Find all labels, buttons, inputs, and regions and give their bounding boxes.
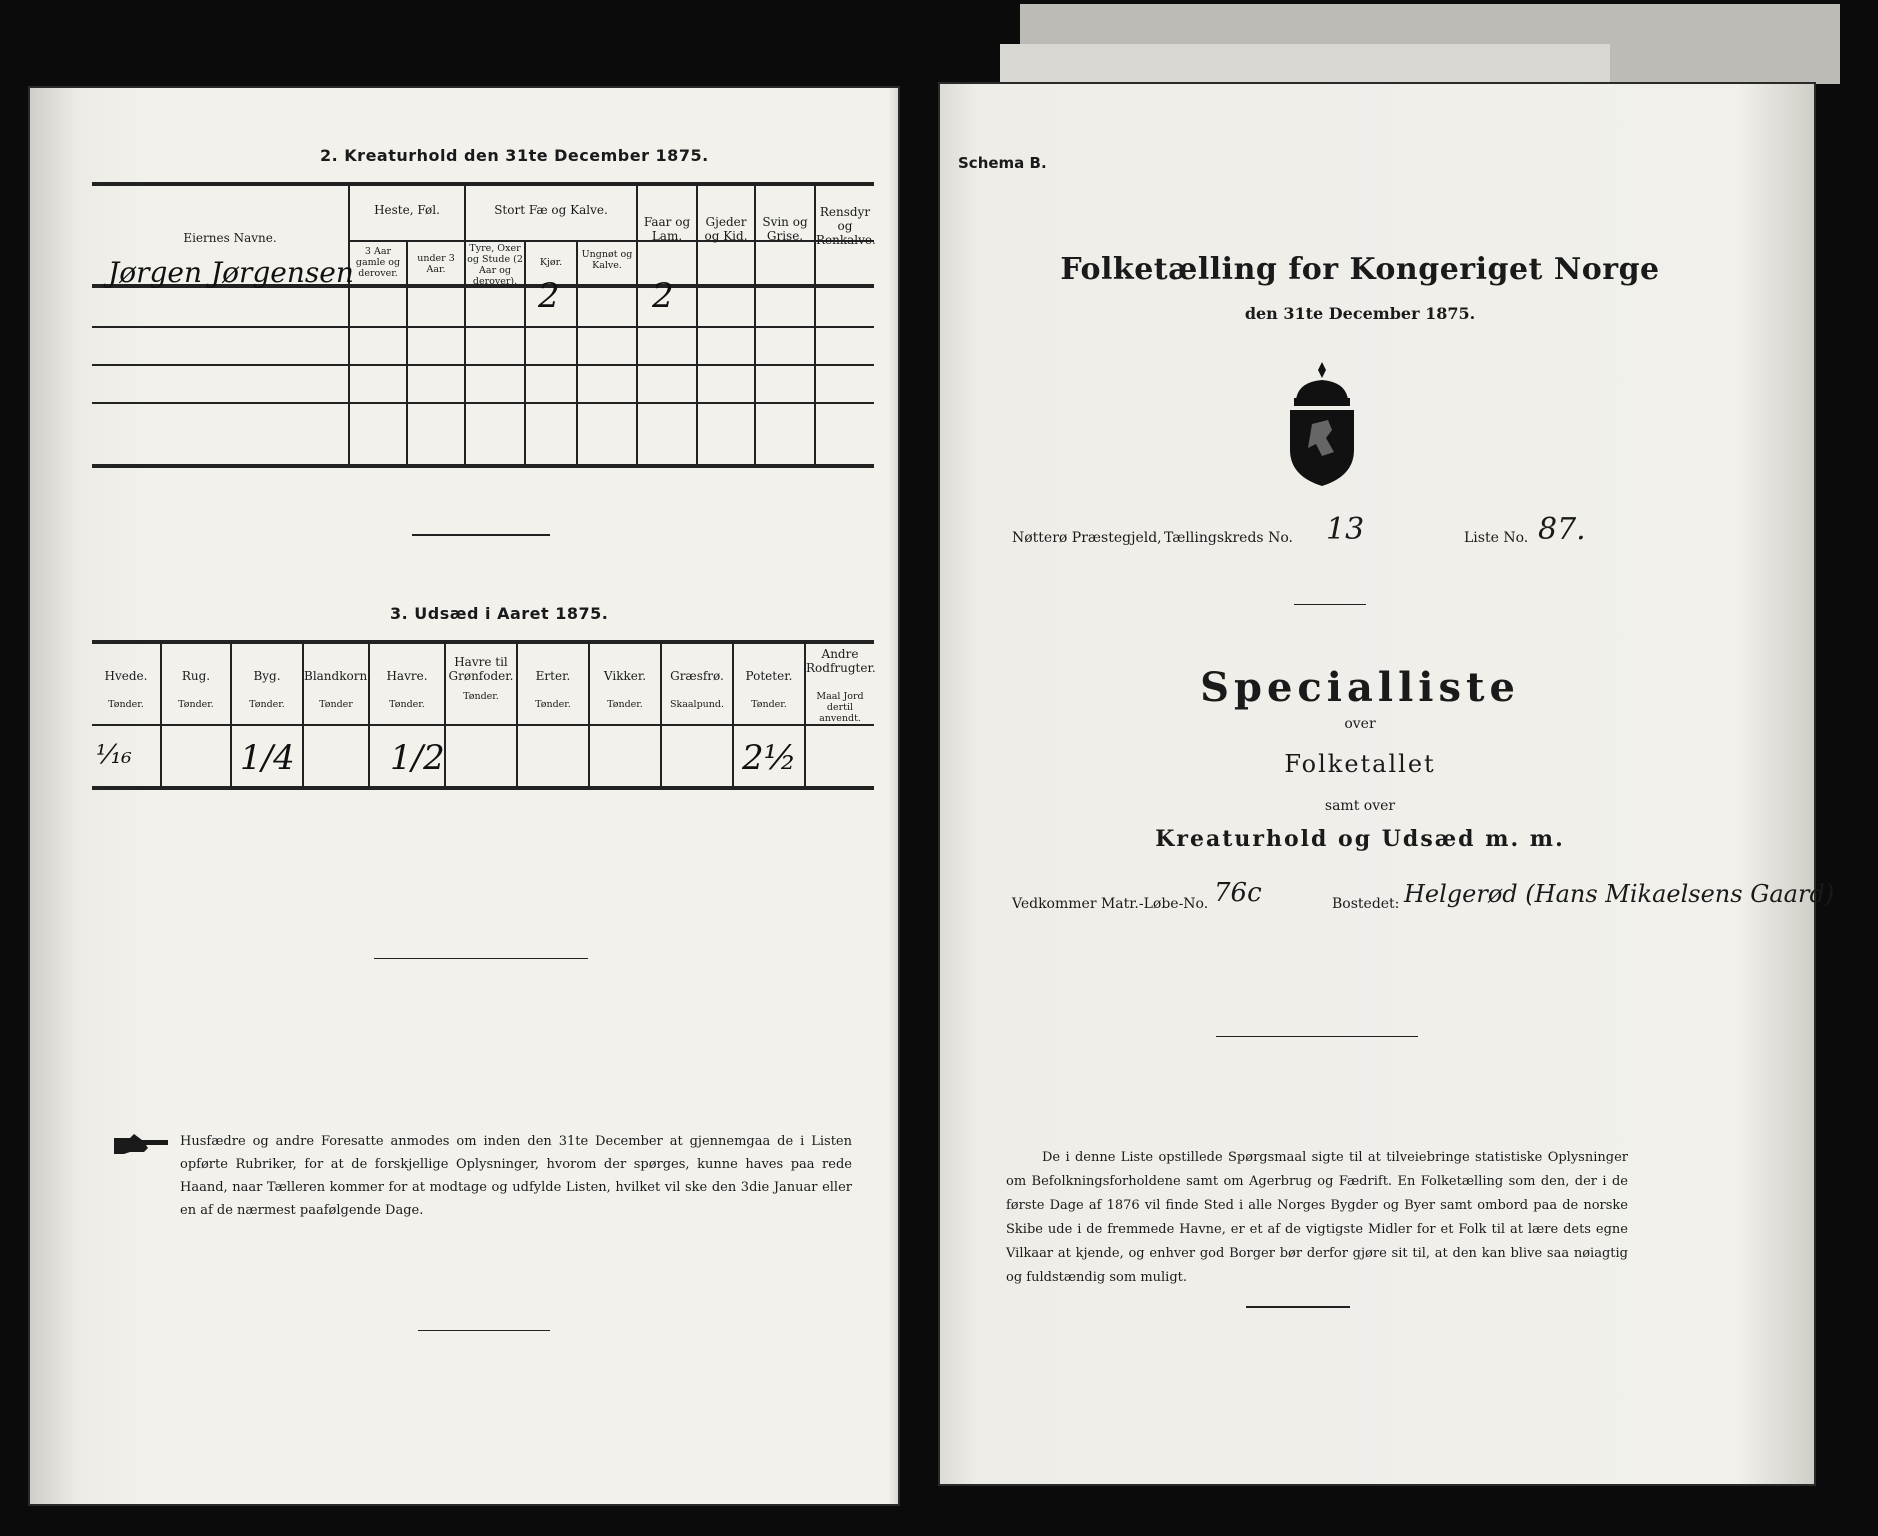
prestegjeld-label: Nøtterø Præstegjeld, bbox=[1012, 530, 1162, 546]
col-erter-unit: Tønder. bbox=[535, 699, 571, 710]
page-date: den 31te December 1875. bbox=[1244, 304, 1476, 323]
byg-value: 1/4 bbox=[240, 738, 295, 778]
instructions-notice: Husfædre og andre Foresatte anmodes om inden den 31te December at gjennemgaa de i Listen opførte Rubriker, for at de forskjellige Oplysninger, hvorom der spørges, kunne haves paa rede Haand, naar Tælleren kommer for at modtage og udfylde Listen, hvilket vil ske den 3die Januar eller en af de nærmest paafølgende Dage. bbox=[180, 1134, 852, 1218]
kjor-value: 2 bbox=[538, 276, 560, 316]
matr-label: Vedkommer Matr.-Løbe-No. bbox=[1012, 896, 1209, 912]
col-hvede-unit: Tønder. bbox=[108, 699, 144, 710]
bosted-label: Bostedet: bbox=[1332, 896, 1400, 912]
poteter-value: 2½ bbox=[742, 738, 797, 778]
col-rensdyr-header: Rensdyr og Renkalve. bbox=[816, 205, 876, 247]
section3-title: 3. Udsæd i Aaret 1875. bbox=[390, 604, 609, 623]
col-heste-sub1: 3 Aar gamle og derover. bbox=[355, 246, 401, 279]
col-blandkorn-unit: Tønder bbox=[319, 699, 353, 710]
col-rug-unit: Tønder. bbox=[178, 699, 214, 710]
col-gjeder-header: Gjeder og Kid. bbox=[704, 215, 748, 243]
col-heste-header: Heste, Føl. bbox=[374, 203, 440, 217]
separator bbox=[412, 534, 550, 536]
schema-label: Schema B. bbox=[958, 154, 1047, 172]
havre-value: 1/2 bbox=[390, 738, 445, 778]
folketallet-heading: Folketallet bbox=[1284, 750, 1436, 778]
col-andre-rodfrugter: Andre Rodfrugter. bbox=[806, 647, 876, 675]
norwegian-coat-of-arms-icon bbox=[1282, 360, 1362, 488]
liste-label: Liste No. bbox=[1464, 530, 1529, 546]
col-havre-gronfoder: Havre til Grønfoder. bbox=[448, 655, 514, 683]
separator bbox=[374, 958, 588, 959]
col-poteter-unit: Tønder. bbox=[751, 699, 787, 710]
col-byg-unit: Tønder. bbox=[249, 699, 285, 710]
background-sheet-edge bbox=[1000, 44, 1610, 84]
col-erter: Erter. bbox=[535, 669, 571, 683]
col-hvede: Hvede. bbox=[104, 669, 148, 683]
separator bbox=[1216, 1036, 1418, 1037]
separator bbox=[1246, 1306, 1350, 1308]
liste-value: 87. bbox=[1538, 512, 1586, 547]
bosted-value: Helgerød (Hans Mikaelsens Gaard) bbox=[1404, 880, 1835, 908]
col-vikker: Vikker. bbox=[603, 669, 647, 683]
specialliste-heading: Specialliste bbox=[1200, 664, 1520, 711]
col-svin-header: Svin og Grise. bbox=[762, 215, 808, 243]
matr-value: 76c bbox=[1214, 878, 1262, 908]
col-rug: Rug. bbox=[181, 669, 211, 683]
faar-value: 2 bbox=[652, 276, 674, 316]
col-owner-header: Eiernes Navne. bbox=[183, 231, 277, 245]
col-byg: Byg. bbox=[253, 669, 281, 683]
col-blandkorn: Blandkorn. bbox=[304, 669, 371, 683]
kreds-label: Tællingskreds No. bbox=[1164, 530, 1293, 546]
col-graesfro: Græsfrø. bbox=[670, 669, 724, 683]
census-description: De i denne Liste opstillede Spørgsmaal sigte til at tilveiebringe statistiske Oplysninger om Befolkningsforholdene samt om Agerbrug og Fædrift. En Folketælling som den, der i de første Dage af 1876 vil finde Sted i alle Norges Bygder og Byer samt ombord paa de norske Skibe ude i de fremmede Havne, er et af de vigtigste Midler for et Folk til at lære dets egne Vilkaar at kjende, og enhver god Borger bør derfor gjøre sit til, at den kan blive saa nøiagtig og fuldstændig som muligt. bbox=[1006, 1150, 1628, 1285]
kreds-value: 13 bbox=[1326, 512, 1365, 547]
col-andre-rodfrugter-unit: Maal Jord dertil anvendt. bbox=[816, 691, 864, 724]
separator bbox=[418, 1330, 550, 1331]
col-havre-unit: Tønder. bbox=[389, 699, 425, 710]
col-poteter: Poteter. bbox=[745, 669, 793, 683]
col-stort-sub3: Ungnøt og Kalve. bbox=[581, 249, 633, 271]
pointing-hand-icon bbox=[112, 1132, 170, 1156]
col-havre-gronfoder-unit: Tønder. bbox=[463, 691, 499, 702]
col-vikker-unit: Tønder. bbox=[607, 699, 643, 710]
kreaturhold-heading: Kreaturhold og Udsæd m. m. bbox=[1155, 826, 1565, 852]
col-graesfro-unit: Skaalpund. bbox=[669, 699, 725, 710]
col-stort-sub1: Tyre, Oxer og Stude (2 Aar og derover). bbox=[467, 243, 523, 287]
samt-over-text: samt over bbox=[1324, 798, 1396, 814]
col-stort-sub2: Kjør. bbox=[539, 257, 563, 268]
separator bbox=[1294, 604, 1366, 605]
col-faar-header: Faar og Lam. bbox=[643, 215, 691, 243]
section2-title: 2. Kreaturhold den 31te December 1875. bbox=[320, 146, 709, 165]
hvede-value: ⅟₁₆ bbox=[96, 740, 132, 770]
col-heste-sub2: under 3 Aar. bbox=[417, 253, 455, 275]
col-stort-header: Stort Fæ og Kalve. bbox=[494, 203, 608, 217]
page-title: Folketælling for Kongeriget Norge bbox=[1060, 252, 1660, 287]
col-havre: Havre. bbox=[386, 669, 428, 683]
over-text: over bbox=[1344, 716, 1376, 732]
owner-name: Jørgen Jørgensen bbox=[108, 256, 354, 289]
